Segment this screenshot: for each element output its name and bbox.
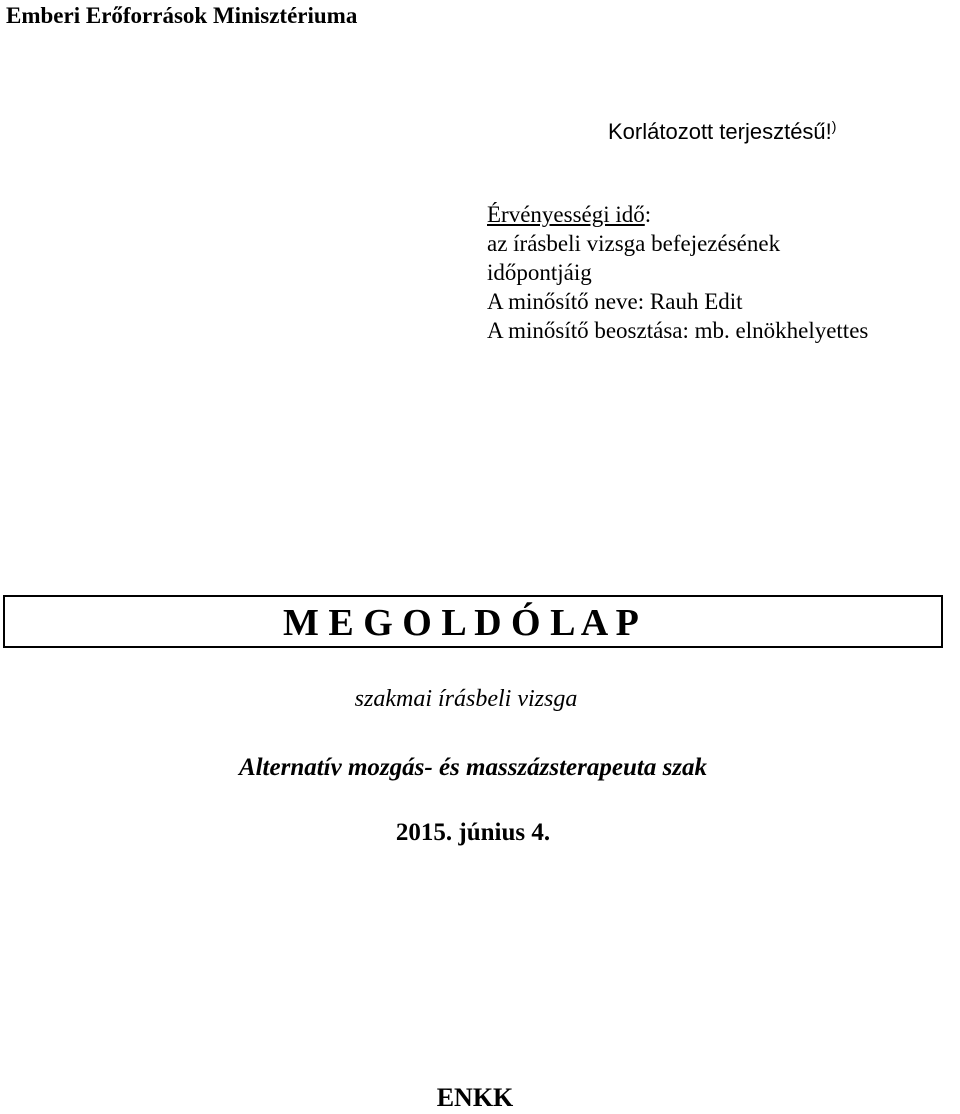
footer-org: ENKK — [436, 1083, 514, 1112]
ministry-name: Emberi Erőforrások Minisztériuma — [6, 3, 358, 28]
footnote-mark: ) — [831, 118, 837, 134]
restricted-distribution-label — [608, 113, 836, 145]
solution-sheet-title-box — [3, 595, 943, 648]
qualifier-position: A minősítő beosztása: mb. elnökhelyettes — [487, 318, 869, 343]
exam-type: szakmai írásbeli vizsga — [354, 686, 578, 712]
exam-date: 2015. június 4. — [395, 819, 551, 846]
validity-line-1: az írásbeli vizsga befejezésének — [487, 231, 781, 256]
solution-sheet-title: M E G O L D Ó L A P — [283, 602, 639, 644]
validity-label: Érvényességi idő — [487, 202, 645, 227]
qualifier-name: A minősítő neve: Rauh Edit — [487, 289, 743, 314]
validity-heading — [487, 200, 868, 229]
validity-line-2: időpontjáig — [487, 260, 592, 285]
validity-block — [487, 200, 868, 345]
restricted-label-text: Korlátozott terjesztésű! — [608, 119, 832, 144]
validity-colon: : — [644, 202, 652, 227]
profession-name: Alternatív mozgás- és masszázsterapeuta szak — [238, 754, 708, 781]
